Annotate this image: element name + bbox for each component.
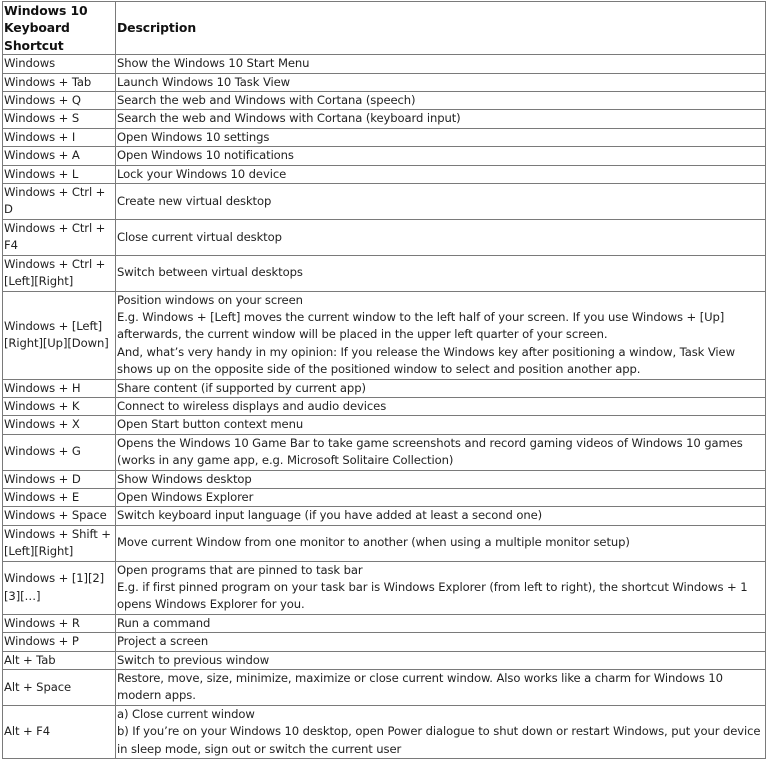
description-line: Launch Windows 10 Task View	[117, 74, 291, 89]
description-line: Search the web and Windows with Cortana (keyboard input)	[117, 111, 461, 126]
description-cell	[116, 561, 766, 614]
table-row	[3, 110, 766, 128]
description-line: b) If you’re on your Windows 10 desktop, open Power dialogue to shut down or restart Windows, put your device in sleep mode, sign out or switch the current user	[117, 724, 761, 756]
shortcut-cell: Windows + I	[3, 128, 116, 146]
header-row	[3, 2, 766, 55]
table-row	[3, 147, 766, 165]
table-row	[3, 670, 766, 706]
description-cell	[116, 291, 766, 379]
shortcut-cell: Alt + F4	[3, 705, 116, 758]
description-cell	[116, 397, 766, 415]
shortcut-cell: Windows + E	[3, 488, 116, 506]
table-row	[3, 165, 766, 183]
table-row	[3, 291, 766, 379]
shortcut-cell: Windows + Ctrl + [Left][Right]	[3, 255, 116, 291]
shortcut-table	[2, 1, 766, 759]
description-line: Create new virtual desktop	[117, 193, 272, 208]
description-line: Opens the Windows 10 Game Bar to take game screenshots and record gaming videos of Windows 10 games (works in any game app, e.g. Microsoft Solitaire Collection)	[117, 435, 743, 468]
description-line: Lock your Windows 10 device	[117, 166, 287, 181]
description-cell	[116, 614, 766, 632]
description-line: Restore, move, size, minimize, maximize or close current window. Also works like a charm for Windows 10 modern apps.	[117, 671, 723, 703]
table-row	[3, 705, 766, 758]
description-cell	[116, 184, 766, 220]
shortcut-cell: Windows + Q	[3, 92, 116, 110]
shortcut-cell: Windows + [Left][Right][Up][Down]	[3, 291, 116, 379]
description-line: Position windows on your screen	[117, 292, 303, 307]
shortcut-cell: Windows + [1][2][3][…]	[3, 561, 116, 614]
description-cell	[116, 488, 766, 506]
description-line: Connect to wireless displays and audio devices	[117, 398, 387, 413]
description-line: Show Windows desktop	[117, 471, 252, 486]
shortcut-cell: Windows + Ctrl + D	[3, 184, 116, 220]
description-cell	[116, 705, 766, 758]
shortcut-cell: Windows + Shift + [Left][Right]	[3, 525, 116, 561]
table-row	[3, 128, 766, 146]
shortcut-cell: Alt + Tab	[3, 651, 116, 669]
description-line: Run a command	[117, 615, 211, 630]
shortcut-cell: Windows + H	[3, 379, 116, 397]
shortcut-cell: Windows + P	[3, 633, 116, 651]
table-row	[3, 633, 766, 651]
description-cell	[116, 525, 766, 561]
description-line: Switch keyboard input language (if you have added at least a second one)	[117, 508, 543, 523]
description-cell	[116, 165, 766, 183]
description-cell	[116, 55, 766, 73]
header-shortcut: Windows 10 Keyboard Shortcut	[3, 2, 116, 55]
description-cell	[116, 670, 766, 706]
table-row	[3, 55, 766, 73]
description-cell	[116, 128, 766, 146]
shortcut-cell: Windows + G	[3, 434, 116, 470]
description-cell	[116, 73, 766, 91]
shortcut-cell: Windows + Tab	[3, 73, 116, 91]
description-cell	[116, 434, 766, 470]
description-line: Close current virtual desktop	[117, 229, 282, 244]
description-cell	[116, 416, 766, 434]
table-row	[3, 434, 766, 470]
shortcut-cell: Windows + D	[3, 470, 116, 488]
table-row	[3, 614, 766, 632]
shortcut-cell: Windows + K	[3, 397, 116, 415]
description-line: Open Windows 10 settings	[117, 129, 270, 144]
description-cell	[116, 470, 766, 488]
shortcut-cell: Windows + A	[3, 147, 116, 165]
shortcut-cell: Windows + R	[3, 614, 116, 632]
description-line: Show the Windows 10 Start Menu	[117, 56, 310, 71]
description-cell	[116, 255, 766, 291]
shortcut-cell: Alt + Space	[3, 670, 116, 706]
description-line: Search the web and Windows with Cortana (speech)	[117, 93, 416, 108]
table-row	[3, 184, 766, 220]
table-row	[3, 525, 766, 561]
description-line: E.g. Windows + [Left] moves the current window to the left half of your screen. If you use Windows + [Up] afterwards, the current window will be placed in the upper left quarter of your screen.	[117, 309, 725, 342]
table-row	[3, 397, 766, 415]
description-line: Move current Window from one monitor to another (when using a multiple monitor setup)	[117, 535, 630, 550]
description-cell	[116, 379, 766, 397]
table-row	[3, 255, 766, 291]
description-cell	[116, 147, 766, 165]
table-row	[3, 651, 766, 669]
table-header	[3, 2, 766, 55]
table-row	[3, 416, 766, 434]
description-line: Open Windows Explorer	[117, 489, 254, 504]
header-description: Description	[116, 2, 766, 55]
table-row	[3, 488, 766, 506]
description-cell	[116, 110, 766, 128]
description-line: Open Windows 10 notifications	[117, 148, 294, 163]
description-cell	[116, 633, 766, 651]
shortcut-cell: Windows + L	[3, 165, 116, 183]
description-cell	[116, 92, 766, 110]
description-line: Switch to previous window	[117, 652, 270, 667]
description-line: Project a screen	[117, 634, 209, 649]
table-row	[3, 219, 766, 255]
description-line: Open programs that are pinned to task bar	[117, 562, 363, 577]
shortcut-cell: Windows + Space	[3, 507, 116, 525]
table-row	[3, 379, 766, 397]
table-row	[3, 561, 766, 614]
shortcut-cell: Windows + X	[3, 416, 116, 434]
description-line: E.g. if first pinned program on your task bar is Windows Explorer (from left to right), the shortcut Windows + 1 opens Windows Explorer for you.	[117, 580, 748, 612]
table-row	[3, 92, 766, 110]
description-cell	[116, 507, 766, 525]
shortcut-cell: Windows + Ctrl + F4	[3, 219, 116, 255]
shortcut-cell: Windows	[3, 55, 116, 73]
description-line: Share content (if supported by current app)	[117, 380, 366, 395]
description-line: And, what’s very handy in my opinion: If you release the Windows key after positioning a window, Task View shows up on the opposite side of the positioned window to select and position another app.	[117, 344, 735, 377]
description-line: Open Start button context menu	[117, 417, 304, 432]
description-cell	[116, 219, 766, 255]
table-row	[3, 73, 766, 91]
description-cell	[116, 651, 766, 669]
description-line: Switch between virtual desktops	[117, 265, 303, 280]
shortcut-cell: Windows + S	[3, 110, 116, 128]
table-row	[3, 507, 766, 525]
table-body	[3, 55, 766, 759]
table-row	[3, 470, 766, 488]
description-line: a) Close current window	[117, 706, 255, 721]
